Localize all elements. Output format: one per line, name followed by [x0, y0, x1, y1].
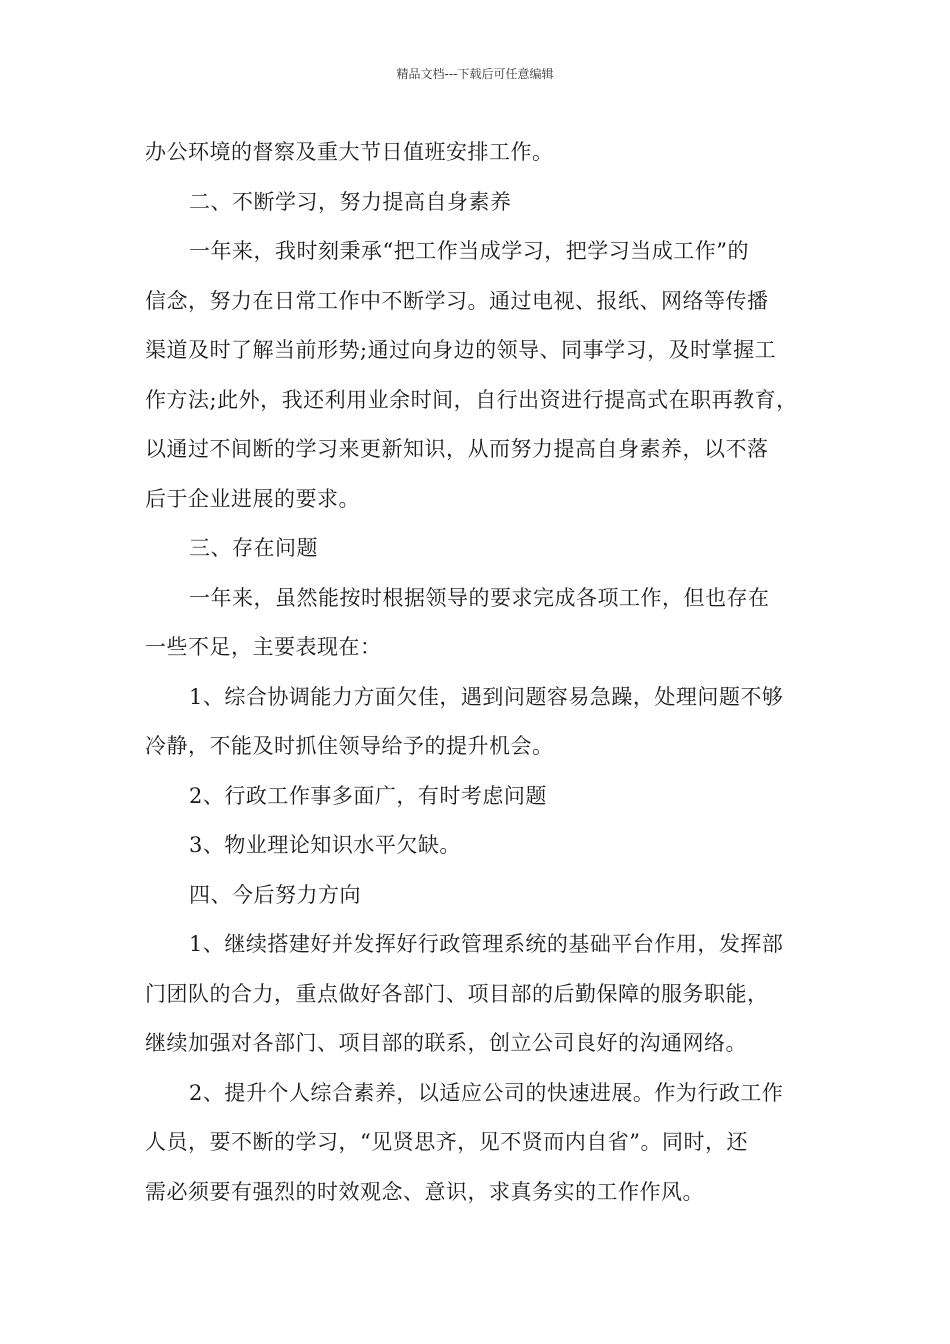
paragraph-line: 需必须要有强烈的时效观念、意识，求真务实的工作作风。	[145, 1179, 704, 1204]
section-heading: 二、不断学习，努力提高自身素养	[189, 189, 512, 214]
list-item: 2、行政工作事多面广，有时考虑问题	[189, 783, 547, 808]
list-item: 1、继续搭建好并发挥好行政管理系统的基础平台作用，发挥部	[189, 932, 784, 956]
paragraph-line: 冷静，不能及时抓住领导给予的提升机会。	[145, 734, 554, 758]
paragraph-line: 一些不足，主要表现在：	[145, 635, 382, 659]
paragraph-line: 一年来，我时刻秉承“把工作当成学习，把学习当成工作”的	[189, 239, 749, 263]
section-heading: 三、存在问题	[189, 536, 318, 560]
paragraph-line: 一年来，虽然能按时根据领导的要求完成各项工作，但也存在	[189, 585, 770, 610]
paragraph-line: 信念，努力在日常工作中不断学习。通过电视、报纸、网络等传播	[145, 288, 769, 313]
list-item: 2、提升个人综合素养，以适应公司的快速进展。作为行政工作	[189, 1080, 784, 1105]
list-item: 3、物业理论知识水平欠缺。	[189, 833, 461, 857]
list-item: 1、综合协调能力方面欠佳，遇到问题容易急躁，处理问题不够	[189, 684, 784, 709]
paragraph-line: 继续加强对各部门、项目部的联系，创立公司良好的沟通网络。	[145, 1031, 747, 1055]
paragraph-line: 办公环境的督察及重大节日值班安排工作。	[145, 140, 554, 164]
document-body	[145, 128, 825, 1217]
paragraph-line: 渠道及时了解当前形势;通过向身边的领导、同事学习，及时掌握工	[145, 338, 777, 362]
paragraph-line: 以通过不间断的学习来更新知识，从而努力提高自身素养，以不落	[145, 437, 769, 461]
paragraph-line: 人员，要不断的学习，“见贤思齐，见不贤而内自省”。同时，还	[145, 1130, 748, 1154]
section-heading: 四、今后努力方向	[189, 882, 361, 907]
page-header: 精品文档---下载后可任意编辑	[396, 67, 554, 81]
paragraph-line: 后于企业进展的要求。	[145, 486, 360, 511]
paragraph-line: 作方法;此外，我还利用业余时间，自行出资进行提高式在职再教育，	[145, 387, 798, 412]
paragraph-line: 门团队的合力，重点做好各部门、项目部的后勤保障的服务职能，	[145, 981, 769, 1006]
